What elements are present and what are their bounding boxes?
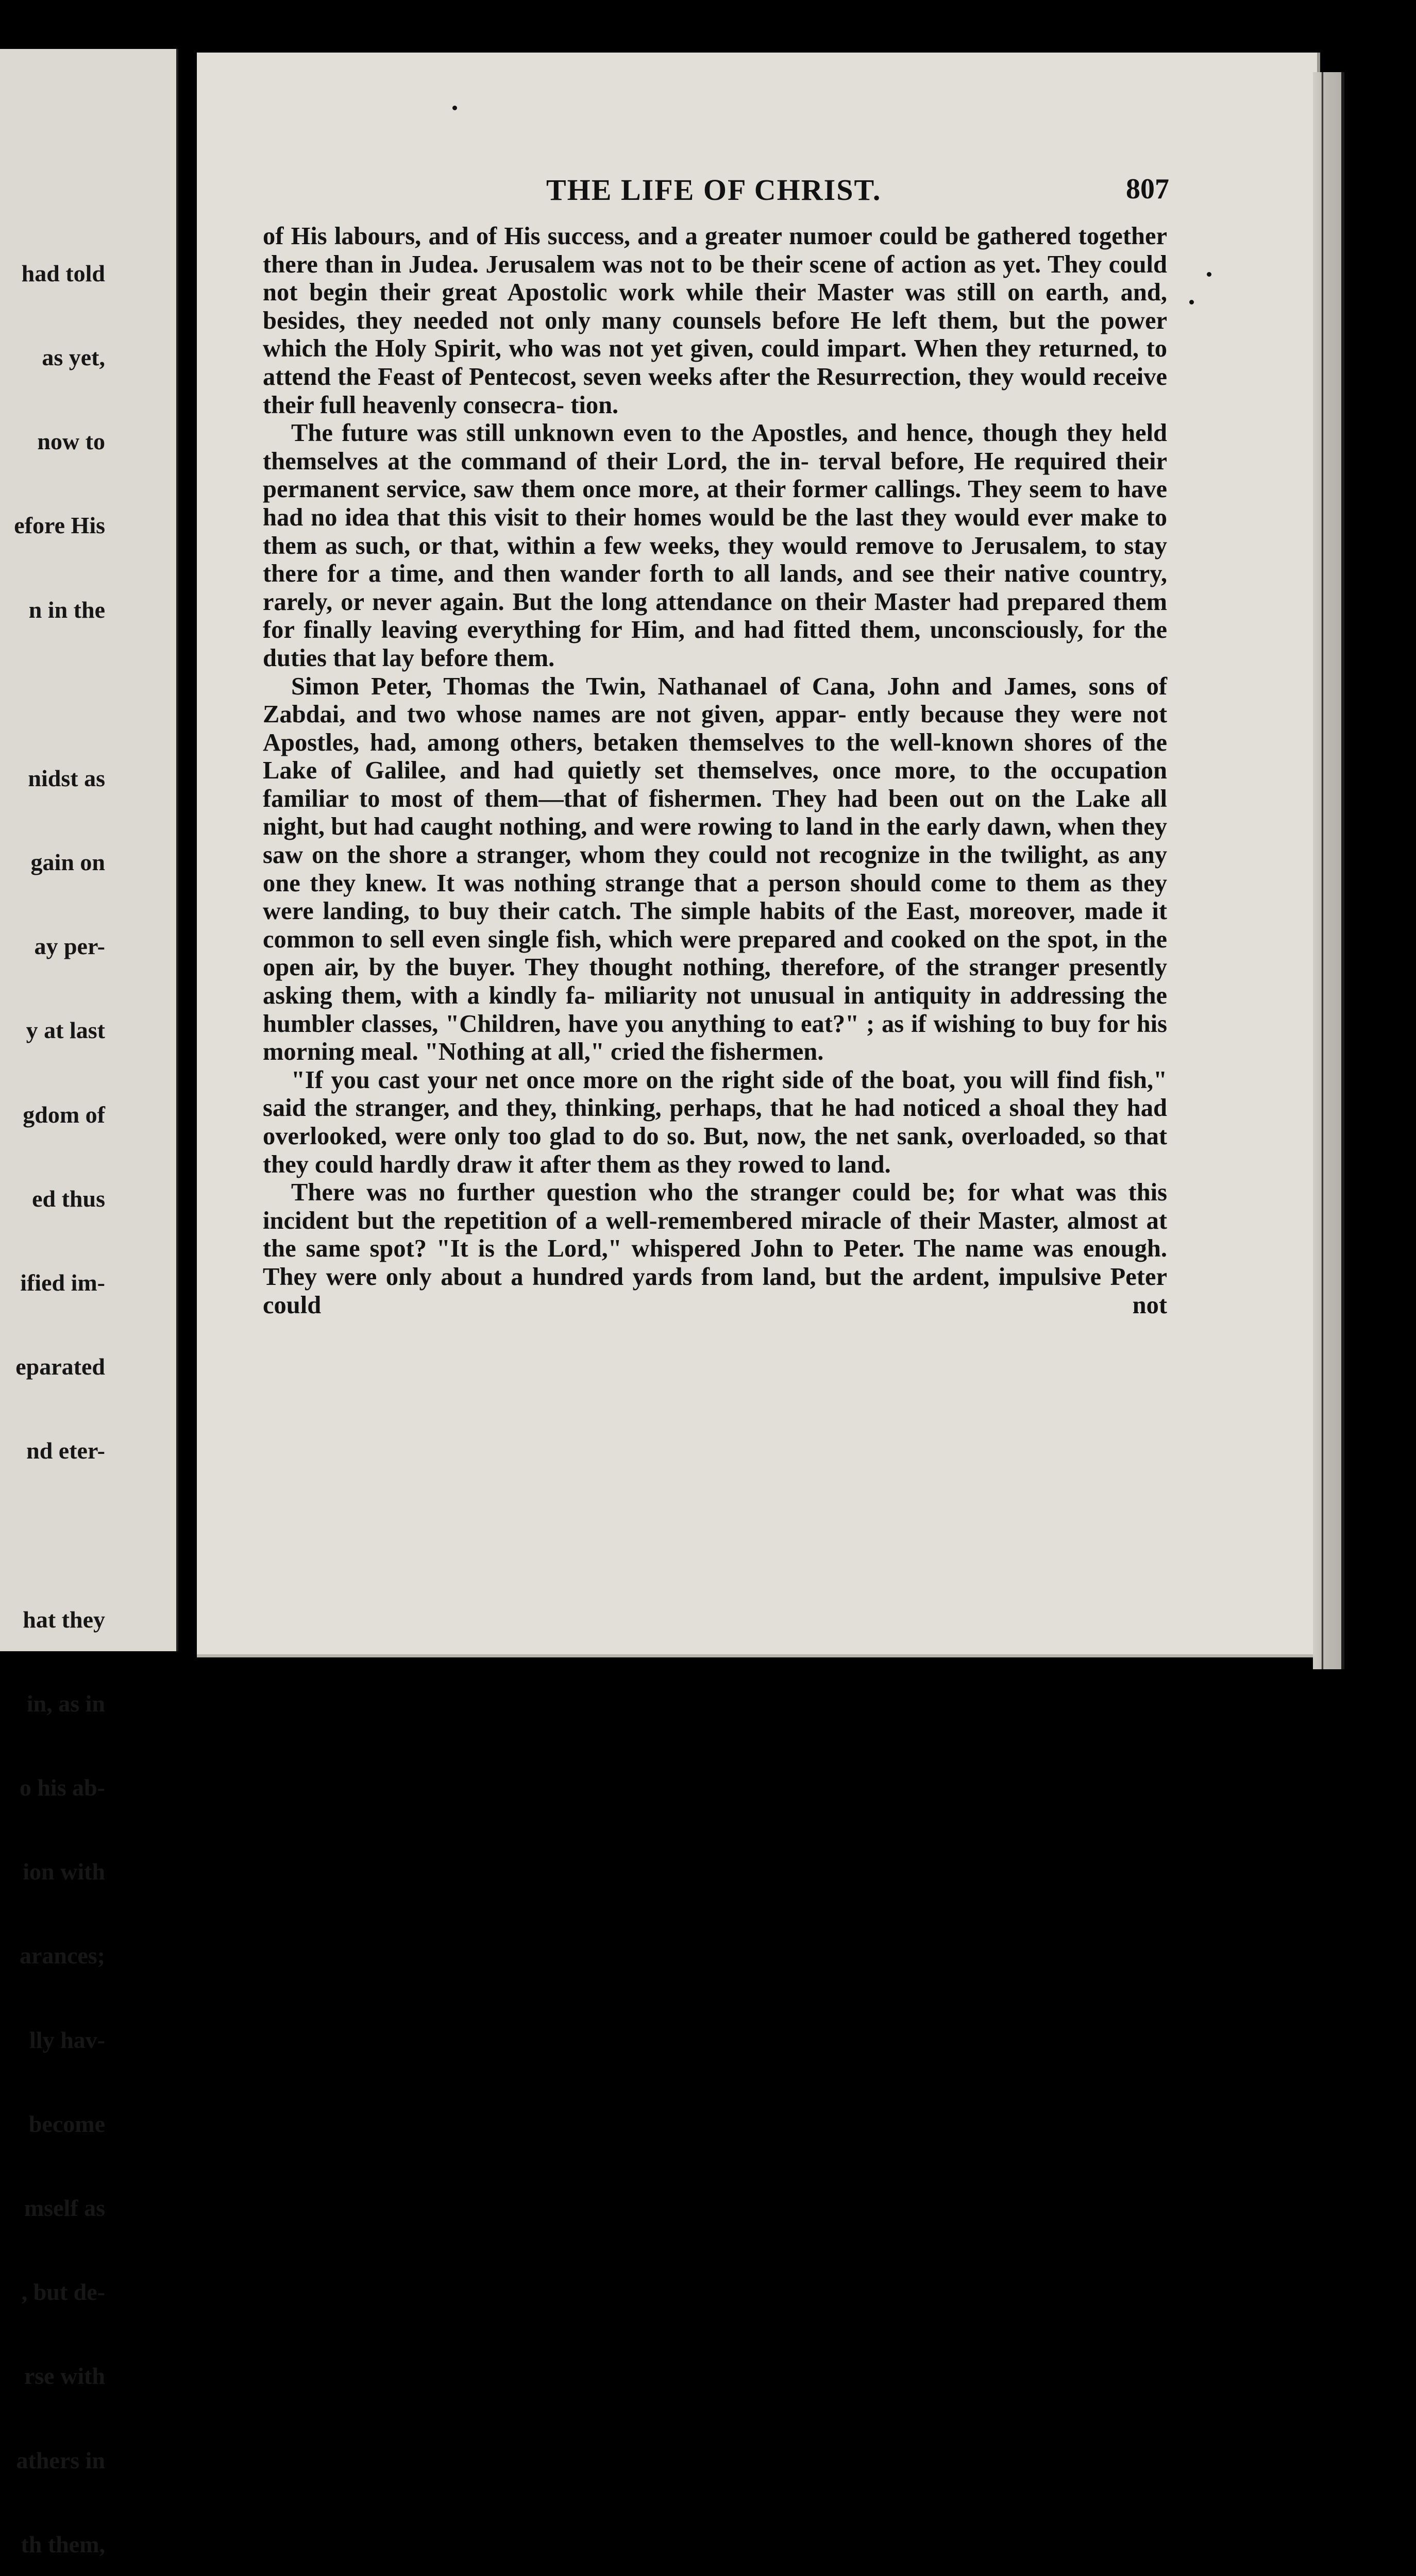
facing-line: gdom of [23,1101,105,1128]
facing-line: n in the [28,596,105,623]
facing-line: nd eter- [26,1437,105,1464]
text-line: Jerusalem, to stay there for a time, and then wander forth to all [263,532,1168,588]
text-line: work while their Master was still on earth, and, besides, they needed [263,279,1167,334]
facing-page-left [0,49,178,2557]
facing-line: nidst as [28,765,105,791]
paragraph [263,1066,1167,1179]
text-line: miliarity not unusual in antiquity in addressing the humbler classes, [263,982,1167,1038]
page-number: 807 [1126,173,1169,205]
ink-speck [1189,300,1194,304]
text-line: though they held themselves at the command of their Lord, the in- [263,419,1168,475]
text-line: The future was still unknown even to the Apostles, and hence, [291,419,974,447]
text-line: strange that a person should come to them as they were landing, to [263,869,1168,925]
facing-line: lly hav- [29,2026,105,2053]
text-line: their Master, almost at the same spot? "It is the Lord," whispered [263,1207,1168,1263]
facing-line: ified im- [20,1269,105,1296]
text-line: scene of action as yet. They could not begin their great Apostolic [263,250,1167,307]
text-line: Simon Peter, Thomas the Twin, Nathanael of Cana, John and [291,672,992,700]
text-line: hardly draw it after them as they rowed to land. [379,1150,891,1178]
ink-speck [452,106,457,110]
text-line: this visit to their homes would be the last they would ever make to [447,503,1168,531]
text-line: the Holy Spirit, who was not yet given, could impart. When [334,335,978,363]
book-gutter [178,0,197,1727]
text-line: will find fish," said the stranger, and they, thinking, perhaps, that [263,1066,1167,1122]
facing-line: rse with [24,2363,105,2389]
text-line: John to Peter. The name was enough. They were only about a [263,1235,1167,1291]
text-line: common to sell even single fish, which were prepared and cooked [263,925,966,953]
facing-line: athers in [16,2447,105,2473]
text-line: gathered together there than in Judea. Jerusalem was not to be their [263,223,1168,278]
running-title: THE LIFE OF CHRIST. [546,173,882,207]
facing-line: efore His [14,512,105,539]
text-line: ently because they were not Apostles, had, among others, betaken [263,701,1168,756]
facing-line: ed thus [32,1185,105,1212]
paragraph [263,419,1167,672]
facing-line: eparated [15,1353,105,1380]
facing-line: gain on [30,849,105,875]
text-line: on the spot, in the open air, by the buyer. They thought nothing, [263,925,1167,981]
text-line: more, at their former callings. They seem to have had no idea that [263,476,1167,531]
text-line: morning meal. "Nothing at all," cried the fishermen. [263,1038,824,1066]
text-line: There was no further question who the stranger could be; for what [291,1179,1064,1207]
facing-line: th them, [21,2531,105,2557]
facing-line: in, as in [26,1690,105,1717]
text-line: not only many counsels before He left them, but the power which [263,307,1168,363]
facing-line: o his ab- [19,1774,105,1801]
facing-line: become [28,2110,105,2137]
facing-line: hat they [23,1606,105,1633]
text-line: he had noticed a shoal they had overlooked, were only too glad [263,1094,1168,1150]
page-edge [1313,72,1344,1669]
text-line: of them—that of fishermen. They had been out on the Lake all [452,785,1167,812]
facing-line: ion with [23,1858,105,1885]
text-line: they returned, to attend the Feast of Pentecost, seven weeks after [263,335,1168,391]
facing-page-text [0,204,105,2576]
facing-line: arances; [19,1942,105,1969]
text-line: duties that lay before them. [263,644,555,672]
paragraph [263,1179,1167,1319]
text-line: themselves to the well-known shores of the Lake of Galilee, and had [263,728,1168,785]
text-line: long attendance on their Master had prepared them for finally leaving [263,588,1167,644]
facing-line: now to [37,428,105,455]
text-line: "Children, have you anything to eat?" ; as if wishing to buy for his [445,1010,1168,1038]
text-line: the Resurrection, they would receive their full heavenly consecra- [263,363,1167,419]
facing-line: ay per- [34,933,105,960]
text-line: tion. [570,391,619,419]
body-text [263,223,1167,1319]
facing-line-gap [0,1521,105,1550]
text-line: therefore, of the stranger presently asking them, with a kindly fa- [263,954,1168,1010]
text-line: James, sons of Zabdai, and two whose names are not given, appar- [263,672,1167,728]
facing-line: as yet, [42,344,105,371]
text-line: quietly set themselves, once more, to the occupation familiar to most [263,757,1168,812]
facing-line-gap [0,680,105,708]
text-line: dawn, when they saw on the shore a stranger, whom they could not [263,813,1168,869]
text-line: buy their catch. The simple habits of the East, moreover, made it [448,897,1168,925]
paragraph [263,673,1167,1066]
facing-line: mself as [24,2195,105,2222]
facing-line: , but de- [21,2279,105,2306]
text-line: to do so. But, now, the net sank, overloaded, so that they could [263,1123,1167,1178]
text-line: "If you cast your net once more on the right side of the boat, you [291,1066,1003,1094]
text-line: terval before, He required their permanent service, saw them once [263,447,1167,503]
text-line: them as such, or that, within a few weeks, they would remove to [263,532,963,560]
text-line: lands, and see their native country, rarely, or never again. But the [263,560,1168,616]
text-line: recognize in the twilight, as any one they knew. It was nothing [263,841,1167,897]
ink-speck [1207,272,1211,277]
text-line: of His labours, and of His success, and a greater numoer could be [263,223,970,250]
facing-line: y at last [26,1017,105,1044]
text-line: everything for Him, and had fitted them, unconsciously, for the [467,616,1167,644]
paragraph [263,223,1167,419]
facing-line: had told [21,260,105,286]
text-line: hundred yards from land, but the ardent, impulsive Peter could not [263,1263,1167,1319]
text-line: was this incident but the repetition of a well-remembered miracle of [263,1179,1168,1234]
text-line: night, but had caught nothing, and were rowing to land in the early [263,813,981,841]
